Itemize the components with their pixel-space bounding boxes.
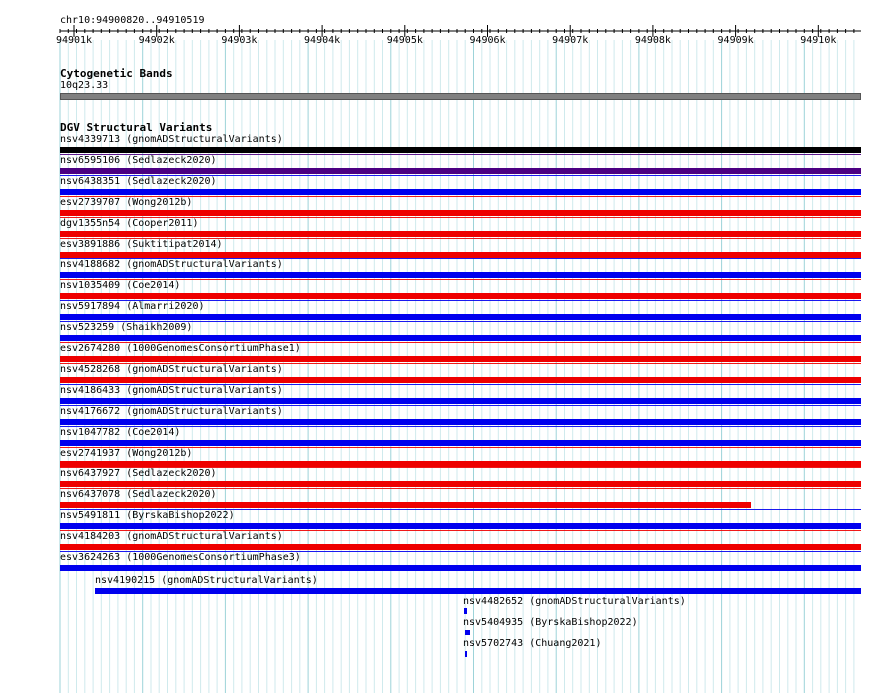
variant-separator [60,426,861,427]
variant-separator [60,488,861,489]
variant-separator [60,405,861,406]
variant-separator [60,196,861,197]
variant-label[interactable]: nsv4339713 (gnomADStructuralVariants) [60,134,283,145]
variant-label[interactable]: nsv6595106 (Sedlazeck2020) [60,154,217,166]
variant-separator [60,551,861,552]
variant-label[interactable]: nsv4528268 (gnomADStructuralVariants) [60,363,283,375]
variant-separator [60,342,861,343]
variant-label[interactable]: esv3624263 (1000GenomesConsortiumPhase3) [60,552,301,563]
variant-separator [60,238,861,239]
variant-separator [60,447,861,448]
variant-separator [60,530,861,531]
variant-separator [60,363,861,364]
variant-label[interactable]: nsv523259 (Shaikh2009) [60,322,193,334]
variant-bar[interactable] [60,565,861,571]
variant-label[interactable]: nsv4176672 (gnomADStructuralVariants) [60,405,283,417]
variant-label[interactable]: nsv5491811 (ByrskaBishop2022) [60,510,235,522]
variant-separator [60,384,861,385]
variant-label[interactable]: nsv6438351 (Sedlazeck2020) [60,175,217,187]
variant-bar[interactable] [60,461,861,467]
variant-label[interactable]: nsv5917894 (Almarri2020) [60,301,205,313]
variant-bar[interactable] [60,481,861,487]
variant-bar[interactable] [60,210,861,216]
variant-label[interactable]: nsv1035409 (Coe2014) [60,280,181,292]
variant-label[interactable]: nsv6437078 (Sedlazeck2020) [60,489,217,501]
variant-label[interactable]: esv3891886 (Suktitipat2014) [60,238,223,250]
variant-label[interactable]: nsv5702743 (Chuang2021) [463,638,602,649]
variant-label[interactable]: nsv4482652 (gnomADStructuralVariants) [463,596,686,607]
ruler [0,24,890,38]
cytobands-title: Cytogenetic Bands [60,67,173,80]
ruler-tick-label: 94905k [386,35,423,46]
variant-bar[interactable] [465,651,467,657]
variant-bar[interactable] [60,440,861,446]
variant-bar[interactable] [60,544,861,550]
variant-bar[interactable] [60,523,861,529]
ruler-tick-label: 94903k [221,35,258,46]
variant-separator [60,467,861,468]
ruler-tick-label: 94901k [55,35,93,46]
variant-bar[interactable] [95,588,861,594]
variant-label[interactable]: dgv1355n54 (Cooper2011) [60,217,199,229]
variant-bar[interactable] [60,356,861,362]
variant-separator [60,279,861,280]
variant-label[interactable]: esv2674280 (1000GenomesConsortiumPhase1) [60,343,301,354]
variant-label[interactable]: nsv6437927 (Sedlazeck2020) [60,468,217,480]
variant-bar[interactable] [60,252,861,258]
ruler-tick-label: 94907k [552,35,589,46]
variant-separator [60,175,861,176]
variant-label[interactable]: nsv5404935 (ByrskaBishop2022) [463,617,638,628]
variant-separator [60,300,861,301]
variant-bar[interactable] [60,189,861,195]
variant-bar[interactable] [60,314,861,320]
variant-separator [60,258,861,259]
variant-separator [60,321,861,322]
dgv-title: DGV Structural Variants [60,121,213,134]
variant-bar[interactable] [60,272,861,278]
variant-bar[interactable] [465,630,470,635]
variant-label[interactable]: nsv4186433 (gnomADStructuralVariants) [60,384,283,396]
ruler-tick-label: 94908k [634,35,671,46]
variant-bar[interactable] [60,293,861,299]
variant-bar[interactable] [60,147,861,153]
variant-label[interactable]: nsv4190215 (gnomADStructuralVariants) [95,575,318,586]
cytoband-bar[interactable] [60,93,861,100]
cytoband-label: 10q23.33 [60,80,109,91]
variant-separator [60,217,861,218]
variant-bar[interactable] [60,398,861,404]
variant-separator [60,509,861,510]
variant-bar[interactable] [60,377,861,383]
variant-bar[interactable] [60,335,861,341]
variant-label[interactable]: nsv4188682 (gnomADStructuralVariants) [60,259,283,271]
ruler-tick-label: 94909k [717,35,754,46]
variant-separator [60,154,861,155]
ruler-tick-label: 94902k [138,35,175,46]
variant-label[interactable]: esv2741937 (Wong2012b) [60,447,193,459]
variant-bar[interactable] [60,168,861,174]
variant-bar[interactable] [60,502,751,508]
variant-bar[interactable] [464,608,467,614]
variant-label[interactable]: nsv1047782 (Coe2014) [60,426,181,438]
variant-label[interactable]: esv2739707 (Wong2012b) [60,196,193,208]
variant-bar[interactable] [60,419,861,425]
ruler-tick-label: 94904k [304,35,341,46]
variant-bar[interactable] [60,231,861,237]
variant-label[interactable]: nsv4184203 (gnomADStructuralVariants) [60,531,283,543]
ruler-tick-label: 94906k [469,35,506,46]
ruler-tick-label: 94910k [800,35,837,46]
ruler-location: chr10:94900820..94910519 [60,15,205,26]
